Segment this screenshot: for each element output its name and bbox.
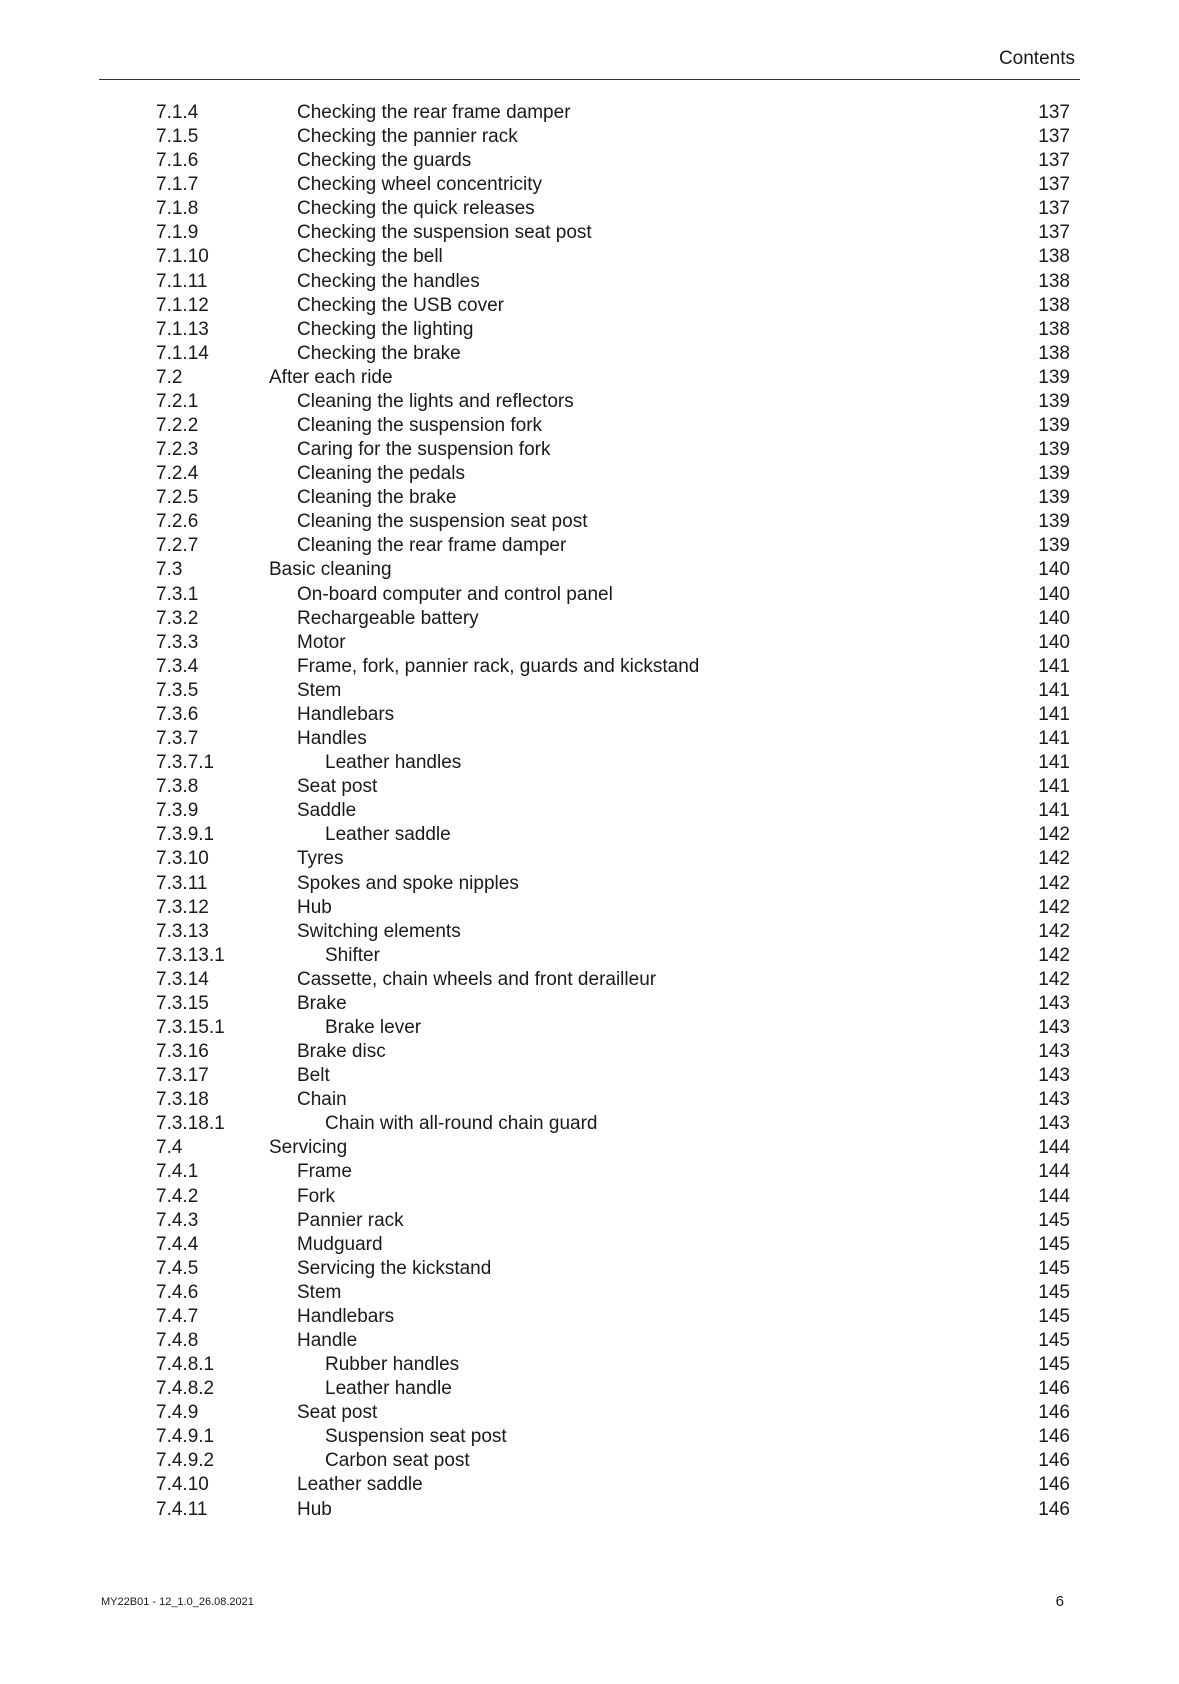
toc-entry-title[interactable]: Checking wheel concentricity [297,174,543,196]
toc-entry-number: 7.3.1 [156,583,199,605]
toc-entry-page: 140 [1038,607,1070,629]
toc-entry[interactable] [156,992,1070,1016]
toc-entry-page: 140 [1038,559,1070,581]
toc-entry-title[interactable]: Caring for the suspension fork [297,439,551,461]
toc-entry-number: 7.2.1 [156,390,199,412]
toc-entry[interactable] [156,1425,1070,1449]
toc-entry-page: 137 [1038,126,1070,148]
toc-entry[interactable] [156,390,1070,414]
toc-entry[interactable] [156,920,1070,944]
toc-entry[interactable] [156,727,1070,751]
toc-entry[interactable] [156,1016,1070,1040]
toc-entry-number: 7.1.8 [156,198,199,220]
toc-entry-title[interactable]: Spokes and spoke nipples [297,872,519,894]
toc-entry-number: 7.3.11 [156,872,208,894]
toc-entry-page: 146 [1038,1498,1070,1520]
toc-entry-page: 140 [1038,631,1070,653]
toc-entry[interactable] [156,799,1070,823]
toc-entry-page: 143 [1038,1041,1070,1063]
toc-entry[interactable] [156,1401,1070,1425]
toc-entry-page: 144 [1038,1161,1070,1183]
toc-entry-title[interactable]: Shifter [325,944,380,966]
toc-entry-page: 137 [1038,174,1070,196]
toc-entry-page: 146 [1038,1450,1070,1472]
toc-entry-title[interactable]: Frame [297,1161,352,1183]
toc-entry[interactable] [156,1329,1070,1353]
toc-entry[interactable] [156,486,1070,510]
toc-entry-title[interactable]: Stem [297,679,342,701]
toc-entry-page: 137 [1038,102,1070,123]
toc-entry-title[interactable]: Brake [297,992,347,1014]
toc-entry[interactable] [156,1377,1070,1401]
toc-entry-title[interactable]: Switching elements [297,920,461,942]
toc-entry[interactable] [156,896,1070,920]
toc-entry-title[interactable]: Seat post [297,776,378,798]
toc-entry-page: 146 [1038,1426,1070,1448]
toc-entry-page: 138 [1038,294,1070,316]
toc-entry[interactable] [156,872,1070,896]
toc-entry[interactable] [156,1185,1070,1209]
toc-entry[interactable] [156,1233,1070,1257]
toc-entry-title[interactable]: Cleaning the lights and reflectors [297,390,574,412]
toc-entry-number: 7.2.7 [156,535,199,557]
toc-entry-number: 7.1.4 [156,102,199,123]
toc-entry-title[interactable]: Cleaning the rear frame damper [297,535,567,557]
toc-entry-number: 7.2.2 [156,415,199,437]
toc-entry-number: 7.3 [156,559,183,581]
toc-entry-number: 7.4.9.2 [156,1450,215,1472]
toc-entry-page: 142 [1038,848,1070,870]
toc-entry-number: 7.1.11 [156,270,208,292]
toc-entry-title[interactable]: Checking the rear frame damper [297,102,571,123]
toc-entry-title[interactable]: Carbon seat post [325,1450,470,1472]
toc-entry-number: 7.3.15 [156,992,209,1014]
toc-entry-number: 7.4.8 [156,1329,199,1351]
toc-entry-title[interactable]: Cleaning the brake [297,487,457,509]
toc-entry-title[interactable]: Checking the brake [297,342,461,364]
toc-entry-number: 7.1.5 [156,126,199,148]
toc-entry-title[interactable]: Leather saddle [297,1474,423,1496]
toc-entry-number: 7.4.9.1 [156,1426,215,1448]
toc-entry-number: 7.2.3 [156,439,199,461]
toc-entry-title[interactable]: Cassette, chain wheels and front derailleur [297,968,657,990]
toc-entry-page: 143 [1038,1113,1070,1135]
toc-entry[interactable] [156,197,1070,221]
toc-entry[interactable] [156,221,1070,245]
toc-entry-title[interactable]: Checking the USB cover [297,294,504,316]
toc-entry[interactable] [156,462,1070,486]
toc-entry-title[interactable]: On-board computer and control panel [297,583,613,605]
toc-entry-number: 7.4.11 [156,1498,208,1520]
toc-entry-title[interactable]: Checking the pannier rack [297,126,518,148]
toc-entry-number: 7.4.3 [156,1209,199,1231]
toc-entry-number: 7.3.18.1 [156,1113,225,1135]
toc-entry-page: 138 [1038,342,1070,364]
toc-entry-number: 7.2.5 [156,487,199,509]
toc-entry-page: 139 [1038,390,1070,412]
toc-entry-number: 7.4.10 [156,1474,209,1496]
toc-entry-number: 7.3.4 [156,655,199,677]
toc-entry-page: 139 [1038,415,1070,437]
toc-entry-title[interactable]: Hub [297,1498,332,1520]
toc-entry-title[interactable]: Checking the bell [297,246,443,268]
toc-entry-number: 7.3.8 [156,776,199,798]
page-header-title: Contents [998,48,1075,69]
toc-entry-title[interactable]: Brake lever [325,1016,422,1038]
toc-entry-page: 138 [1038,318,1070,340]
toc-entry-number: 7.4.7 [156,1305,199,1327]
toc-entry-page: 146 [1038,1378,1070,1400]
toc-entry-page: 142 [1038,896,1070,918]
toc-entry-page: 139 [1038,366,1070,388]
toc-entry[interactable] [156,1353,1070,1377]
toc-entry[interactable] [156,438,1070,462]
toc-entry-number: 7.3.13 [156,920,209,942]
toc-entry-page: 142 [1038,920,1070,942]
toc-entry-page: 145 [1038,1354,1070,1376]
toc-entry-page: 143 [1038,1065,1070,1087]
toc-entry-page: 143 [1038,1016,1070,1038]
toc-entry-number: 7.1.6 [156,150,199,172]
toc-entry-title[interactable]: Servicing the kickstand [297,1257,492,1279]
toc-entry-title[interactable]: Leather handle [325,1378,452,1400]
toc-entry-number: 7.3.7.1 [156,752,215,774]
toc-entry-page: 137 [1038,222,1070,244]
toc-entry[interactable] [156,366,1070,390]
toc-entry-page: 145 [1038,1257,1070,1279]
toc-entry-title[interactable]: Fork [297,1185,335,1207]
toc-entry-page: 141 [1038,703,1070,725]
toc-entry-title[interactable]: Cleaning the suspension fork [297,415,543,437]
toc-entry[interactable] [156,510,1070,534]
toc-entry[interactable] [156,968,1070,992]
table-of-contents [156,101,1070,1522]
toc-entry-page: 141 [1038,728,1070,750]
toc-entry[interactable] [156,342,1070,366]
toc-entry-page: 146 [1038,1474,1070,1496]
toc-entry-page: 140 [1038,583,1070,605]
toc-entry-number: 7.3.18 [156,1089,209,1111]
toc-entry-page: 141 [1038,776,1070,798]
toc-entry[interactable] [156,558,1070,582]
toc-entry-page: 141 [1038,800,1070,822]
toc-entry[interactable] [156,125,1070,149]
toc-entry[interactable] [156,1064,1070,1088]
toc-entry-title[interactable]: Motor [297,631,346,653]
toc-entry-page: 137 [1038,150,1070,172]
toc-entry-title[interactable]: Tyres [297,848,344,870]
toc-entry-title[interactable]: Checking the handles [297,270,480,292]
toc-entry[interactable] [156,245,1070,269]
toc-entry[interactable] [156,679,1070,703]
toc-entry[interactable] [156,294,1070,318]
toc-entry[interactable] [156,1112,1070,1136]
toc-entry-title[interactable]: Handle [297,1329,358,1351]
toc-entry-number: 7.3.12 [156,896,209,918]
toc-entry-title[interactable]: After each ride [269,366,393,388]
toc-entry-number: 7.3.10 [156,848,209,870]
toc-entry-title[interactable]: Checking the lighting [297,318,474,340]
toc-entry-number: 7.4.4 [156,1233,199,1255]
toc-entry-title[interactable]: Cleaning the pedals [297,463,465,485]
toc-entry-page: 141 [1038,752,1070,774]
toc-entry-title[interactable]: Hub [297,896,332,918]
toc-entry-page: 141 [1038,655,1070,677]
toc-entry-page: 139 [1038,439,1070,461]
toc-entry-number: 7.3.16 [156,1041,209,1063]
toc-entry-title[interactable]: Checking the suspension seat post [297,222,592,244]
toc-entry[interactable] [156,1305,1070,1329]
toc-entry-number: 7.1.9 [156,222,199,244]
toc-entry-page: 144 [1038,1137,1070,1159]
toc-entry-title[interactable]: Pannier rack [297,1209,404,1231]
toc-entry-number: 7.4.8.2 [156,1378,215,1400]
toc-entry[interactable] [156,534,1070,558]
toc-entry-number: 7.3.6 [156,703,199,725]
toc-entry-page: 145 [1038,1281,1070,1303]
toc-entry-number: 7.3.17 [156,1065,209,1087]
toc-entry[interactable] [156,1209,1070,1233]
toc-entry[interactable] [156,703,1070,727]
toc-entry-title[interactable]: Brake disc [297,1041,386,1063]
toc-entry-page: 138 [1038,270,1070,292]
toc-entry-number: 7.3.15.1 [156,1016,225,1038]
toc-entry-page: 139 [1038,511,1070,533]
toc-entry-number: 7.4.9 [156,1402,199,1424]
toc-entry-page: 142 [1038,872,1070,894]
toc-entry-number: 7.1.14 [156,342,209,364]
toc-entry[interactable] [156,583,1070,607]
toc-entry[interactable] [156,101,1070,125]
toc-entry[interactable] [156,607,1070,631]
toc-entry-title[interactable]: Cleaning the suspension seat post [297,511,588,533]
toc-entry-title[interactable]: Rechargeable battery [297,607,479,629]
toc-entry[interactable] [156,270,1070,294]
toc-entry-page: 144 [1038,1185,1070,1207]
toc-entry-number: 7.3.13.1 [156,944,225,966]
footer-page-number: 6 [1055,1593,1064,1610]
toc-entry-title[interactable]: Basic cleaning [269,559,392,581]
toc-entry-title[interactable]: Leather saddle [325,824,451,846]
toc-entry-number: 7.2.4 [156,463,199,485]
toc-entry[interactable] [156,775,1070,799]
toc-entry[interactable] [156,414,1070,438]
toc-entry[interactable] [156,847,1070,871]
toc-entry[interactable] [156,1136,1070,1160]
toc-entry-number: 7.1.12 [156,294,209,316]
toc-entry-number: 7.1.7 [156,174,199,196]
toc-entry-title[interactable]: Rubber handles [325,1354,460,1376]
toc-entry-page: 146 [1038,1402,1070,1424]
toc-entry[interactable] [156,944,1070,968]
toc-entry[interactable] [156,1160,1070,1184]
toc-entry[interactable] [156,631,1070,655]
toc-entry-number: 7.4.8.1 [156,1354,215,1376]
toc-entry-number: 7.3.9 [156,800,199,822]
toc-entry-number: 7.4.5 [156,1257,199,1279]
toc-entry[interactable] [156,149,1070,173]
toc-entry[interactable] [156,1449,1070,1473]
toc-entry-title[interactable]: Handles [297,728,367,750]
toc-entry-number: 7.4.6 [156,1281,199,1303]
toc-entry-number: 7.4 [156,1137,183,1159]
toc-entry-title[interactable]: Handlebars [297,703,395,725]
toc-entry-number: 7.3.7 [156,728,199,750]
toc-entry-title[interactable]: Checking the quick releases [297,198,535,220]
toc-entry[interactable] [156,1088,1070,1112]
toc-entry-title[interactable]: Leather handles [325,752,462,774]
toc-entry-number: 7.4.1 [156,1161,199,1183]
toc-entry-title[interactable]: Chain with all-round chain guard [325,1113,598,1135]
toc-entry[interactable] [156,1257,1070,1281]
toc-entry-page: 142 [1038,968,1070,990]
toc-entry-title[interactable]: Belt [297,1065,330,1087]
toc-entry-number: 7.1.13 [156,318,209,340]
toc-entry-page: 145 [1038,1209,1070,1231]
toc-entry-number: 7.3.3 [156,631,199,653]
toc-entry-page: 142 [1038,824,1070,846]
toc-entry[interactable] [156,1040,1070,1064]
toc-entry-page: 143 [1038,992,1070,1014]
toc-entry-page: 138 [1038,246,1070,268]
toc-entry-number: 7.4.2 [156,1185,199,1207]
toc-entry-page: 137 [1038,198,1070,220]
toc-entry[interactable] [156,1281,1070,1305]
toc-entry-title[interactable]: Handlebars [297,1305,395,1327]
toc-entry[interactable] [156,1473,1070,1497]
toc-entry-title[interactable]: Mudguard [297,1233,383,1255]
toc-entry-page: 139 [1038,463,1070,485]
toc-entry-number: 7.3.9.1 [156,824,215,846]
header-divider [99,79,1080,80]
toc-entry-page: 142 [1038,944,1070,966]
toc-entry-number: 7.1.10 [156,246,209,268]
toc-entry-number: 7.3.14 [156,968,209,990]
toc-entry[interactable] [156,655,1070,679]
toc-entry-title[interactable]: Seat post [297,1402,378,1424]
toc-entry[interactable] [156,1498,1070,1522]
toc-entry[interactable] [156,173,1070,197]
toc-entry-page: 145 [1038,1233,1070,1255]
toc-entry-page: 139 [1038,487,1070,509]
footer-document-id: MY22B01 - 12_1.0_26.08.2021 [101,1596,254,1608]
toc-entry-page: 145 [1038,1305,1070,1327]
toc-entry-page: 139 [1038,535,1070,557]
toc-entry-title[interactable]: Suspension seat post [325,1426,507,1448]
toc-entry[interactable] [156,751,1070,775]
toc-entry-title[interactable]: Chain [297,1089,347,1111]
toc-entry-title[interactable]: Checking the guards [297,150,472,172]
toc-entry-page: 145 [1038,1329,1070,1351]
toc-entry-page: 141 [1038,679,1070,701]
toc-entry-title[interactable]: Frame, fork, pannier rack, guards and kickstand [297,655,700,677]
toc-entry-number: 7.2 [156,366,183,388]
toc-entry[interactable] [156,823,1070,847]
toc-entry-number: 7.3.5 [156,679,199,701]
toc-entry-number: 7.2.6 [156,511,199,533]
toc-entry-title[interactable]: Stem [297,1281,342,1303]
toc-entry-title[interactable]: Servicing [269,1137,348,1159]
toc-entry[interactable] [156,318,1070,342]
toc-entry-title[interactable]: Saddle [297,800,357,822]
toc-entry-number: 7.3.2 [156,607,199,629]
toc-entry-page: 143 [1038,1089,1070,1111]
